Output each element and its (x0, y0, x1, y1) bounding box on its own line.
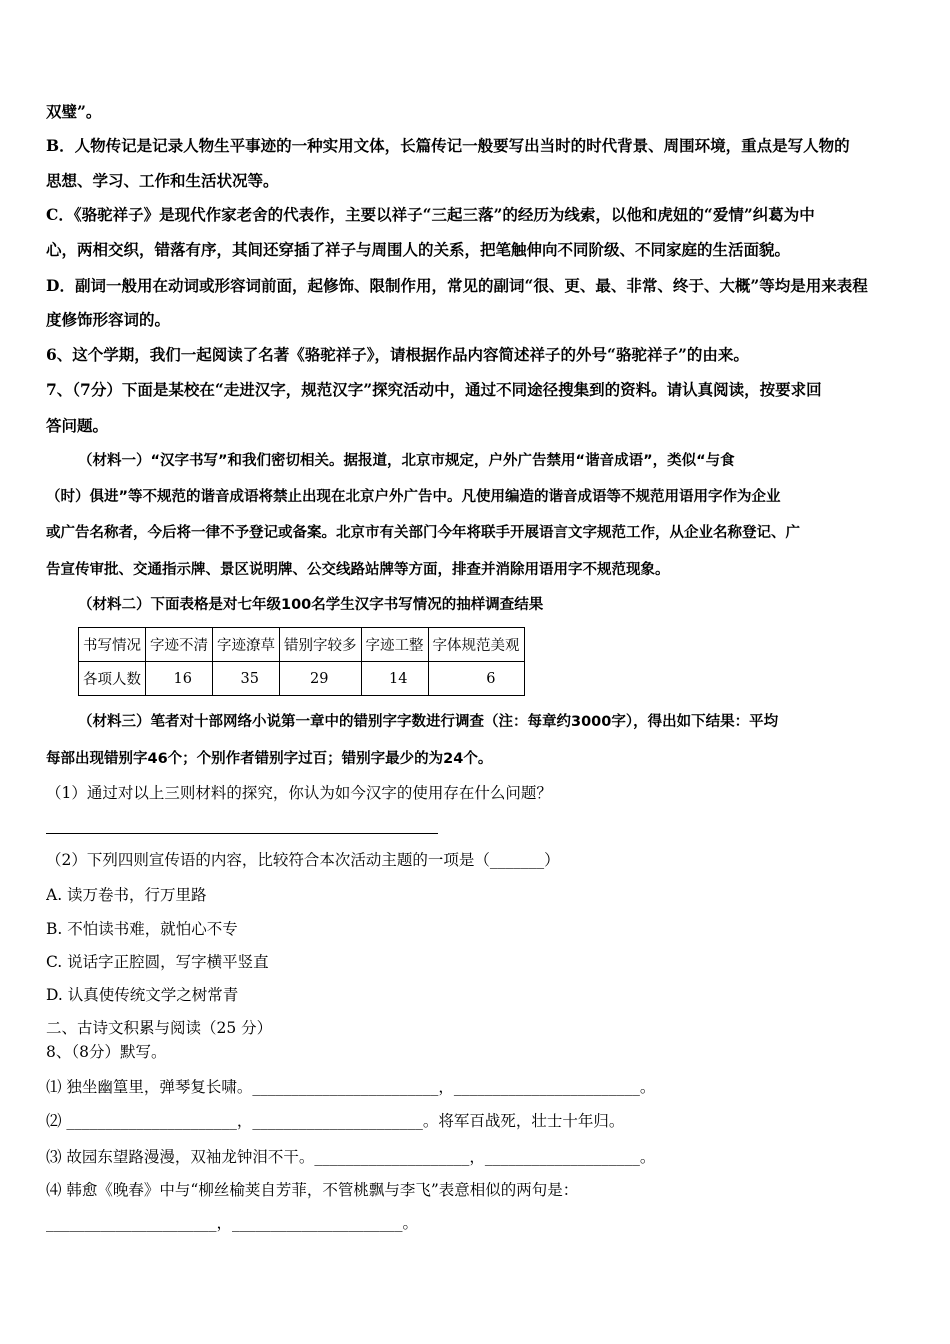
table-cell: 16 (146, 662, 213, 696)
recitation-item: ______________________，______________________。 (46, 1214, 419, 1232)
table-header-row (79, 628, 525, 662)
option-c: C. 说话字正腔圆，写字横平竖直 (46, 953, 269, 971)
table-header: 字迹不清 (146, 628, 213, 662)
recitation-item: ⑷ 韩愈《晚春》中与“柳丝榆荚自芳菲，不管桃飘与李飞”表意相似的两句是： (46, 1181, 579, 1199)
material-3: （材料三）笔者对十部网络小说第一章中的错别字字数进行调查（注：每章约3000字），得出如下结果：平均 (78, 714, 779, 730)
material-1: （时）俱进”等不规范的谐音成语将禁止出现在北京户外广告中。凡使用编造的谐音成语等不规范用语用字作为企业 (46, 489, 781, 505)
option-b: B．人物传记是记录人物生平事迹的一种实用文体，长篇传记一般要写出当时的时代背景、周围环境，重点是写人物的 (46, 136, 850, 155)
material-3: 每部出现错别字46个；个别作者错别字过百；错别字最少的为24个。 (46, 751, 493, 767)
row-label: 各项人数 (79, 662, 146, 696)
material-1: 或广告名称者，今后将一律不予登记或备案。北京市有关部门今年将联手开展语言文字规范工作，从企业名称登记、广 (46, 525, 800, 541)
table-header: 字迹潦草 (213, 628, 280, 662)
table-cell: 35 (213, 662, 280, 696)
survey-table (78, 627, 525, 696)
material-1: （材料一）“汉字书写”和我们密切相关。据报道，北京市规定，户外广告禁用“谐音成语”，类似“与食 (78, 453, 735, 469)
sub-question-2: （2）下列四则宣传语的内容，比较符合本次活动主题的一项是（_______） (46, 851, 560, 869)
text-line: 思想、学习、工作和生活状况等。 (46, 171, 279, 190)
question-7: 7、（7分）下面是某校在“走进汉字，规范汉字”探究活动中，通过不同途径搜集到的资料。请认真阅读，按要求回 (46, 380, 822, 399)
question-6: 6、这个学期，我们一起阅读了名著《骆驼祥子》，请根据作品内容简述祥子的外号“骆驼祥子”的由来。 (46, 345, 749, 364)
recitation-item: ⑶ 故园东望路漫漫，双袖龙钟泪不干。____________________，____________________。 (46, 1148, 656, 1166)
recitation-item: ⑵ ______________________，______________________。将军百战死，壮士十年归。 (46, 1112, 625, 1130)
option-d: D. 认真使传统文学之树常青 (46, 986, 239, 1004)
answer-line[interactable] (46, 833, 438, 834)
text-line: 度修饰形容词的。 (46, 310, 171, 329)
option-c: C．《骆驼祥子》是现代作家老舍的代表作，主要以祥子“三起三落”的经历为线索，以他和虎妞的“爱情”纠葛为中 (46, 205, 815, 224)
table-header: 字迹工整 (361, 628, 428, 662)
material-2-intro: （材料二）下面表格是对七年级100名学生汉字书写情况的抽样调查结果 (78, 597, 544, 613)
table-header: 字体规范美观 (428, 628, 524, 662)
text-line: 答问题。 (46, 416, 109, 435)
text-line: 心，两相交织，错落有序，其间还穿插了祥子与周围人的关系，把笔触伸向不同阶级、不同家庭的生活面貌。 (46, 240, 791, 259)
text-line: 双璧”。 (46, 102, 102, 121)
table-header: 错别字较多 (280, 628, 362, 662)
table-row (79, 662, 525, 696)
option-b: B. 不怕读书难，就怕心不专 (46, 920, 238, 938)
table-cell: 29 (280, 662, 362, 696)
question-8: 8、（8分）默写。 (46, 1043, 167, 1061)
option-d: D．副词一般用在动词或形容词前面，起修饰、限制作用，常见的副词“很、更、最、非常、终于、大概”等均是用来表程 (46, 276, 868, 295)
table-cell: 6 (428, 662, 524, 696)
option-a: A. 读万卷书，行万里路 (46, 886, 207, 904)
material-1: 告宣传审批、交通指示牌、景区说明牌、公交线路站牌等方面，排查并消除用语用字不规范现象。 (46, 562, 670, 578)
recitation-item: ⑴ 独坐幽篁里，弹琴复长啸。________________________，________________________。 (46, 1078, 656, 1096)
table-header: 书写情况 (79, 628, 146, 662)
sub-question-1: （1）通过对以上三则材料的探究，你认为如今汉字的使用存在什么问题？ (46, 784, 552, 802)
section-heading: 二、古诗文积累与阅读（25 分） (46, 1019, 273, 1037)
table-cell: 14 (361, 662, 428, 696)
